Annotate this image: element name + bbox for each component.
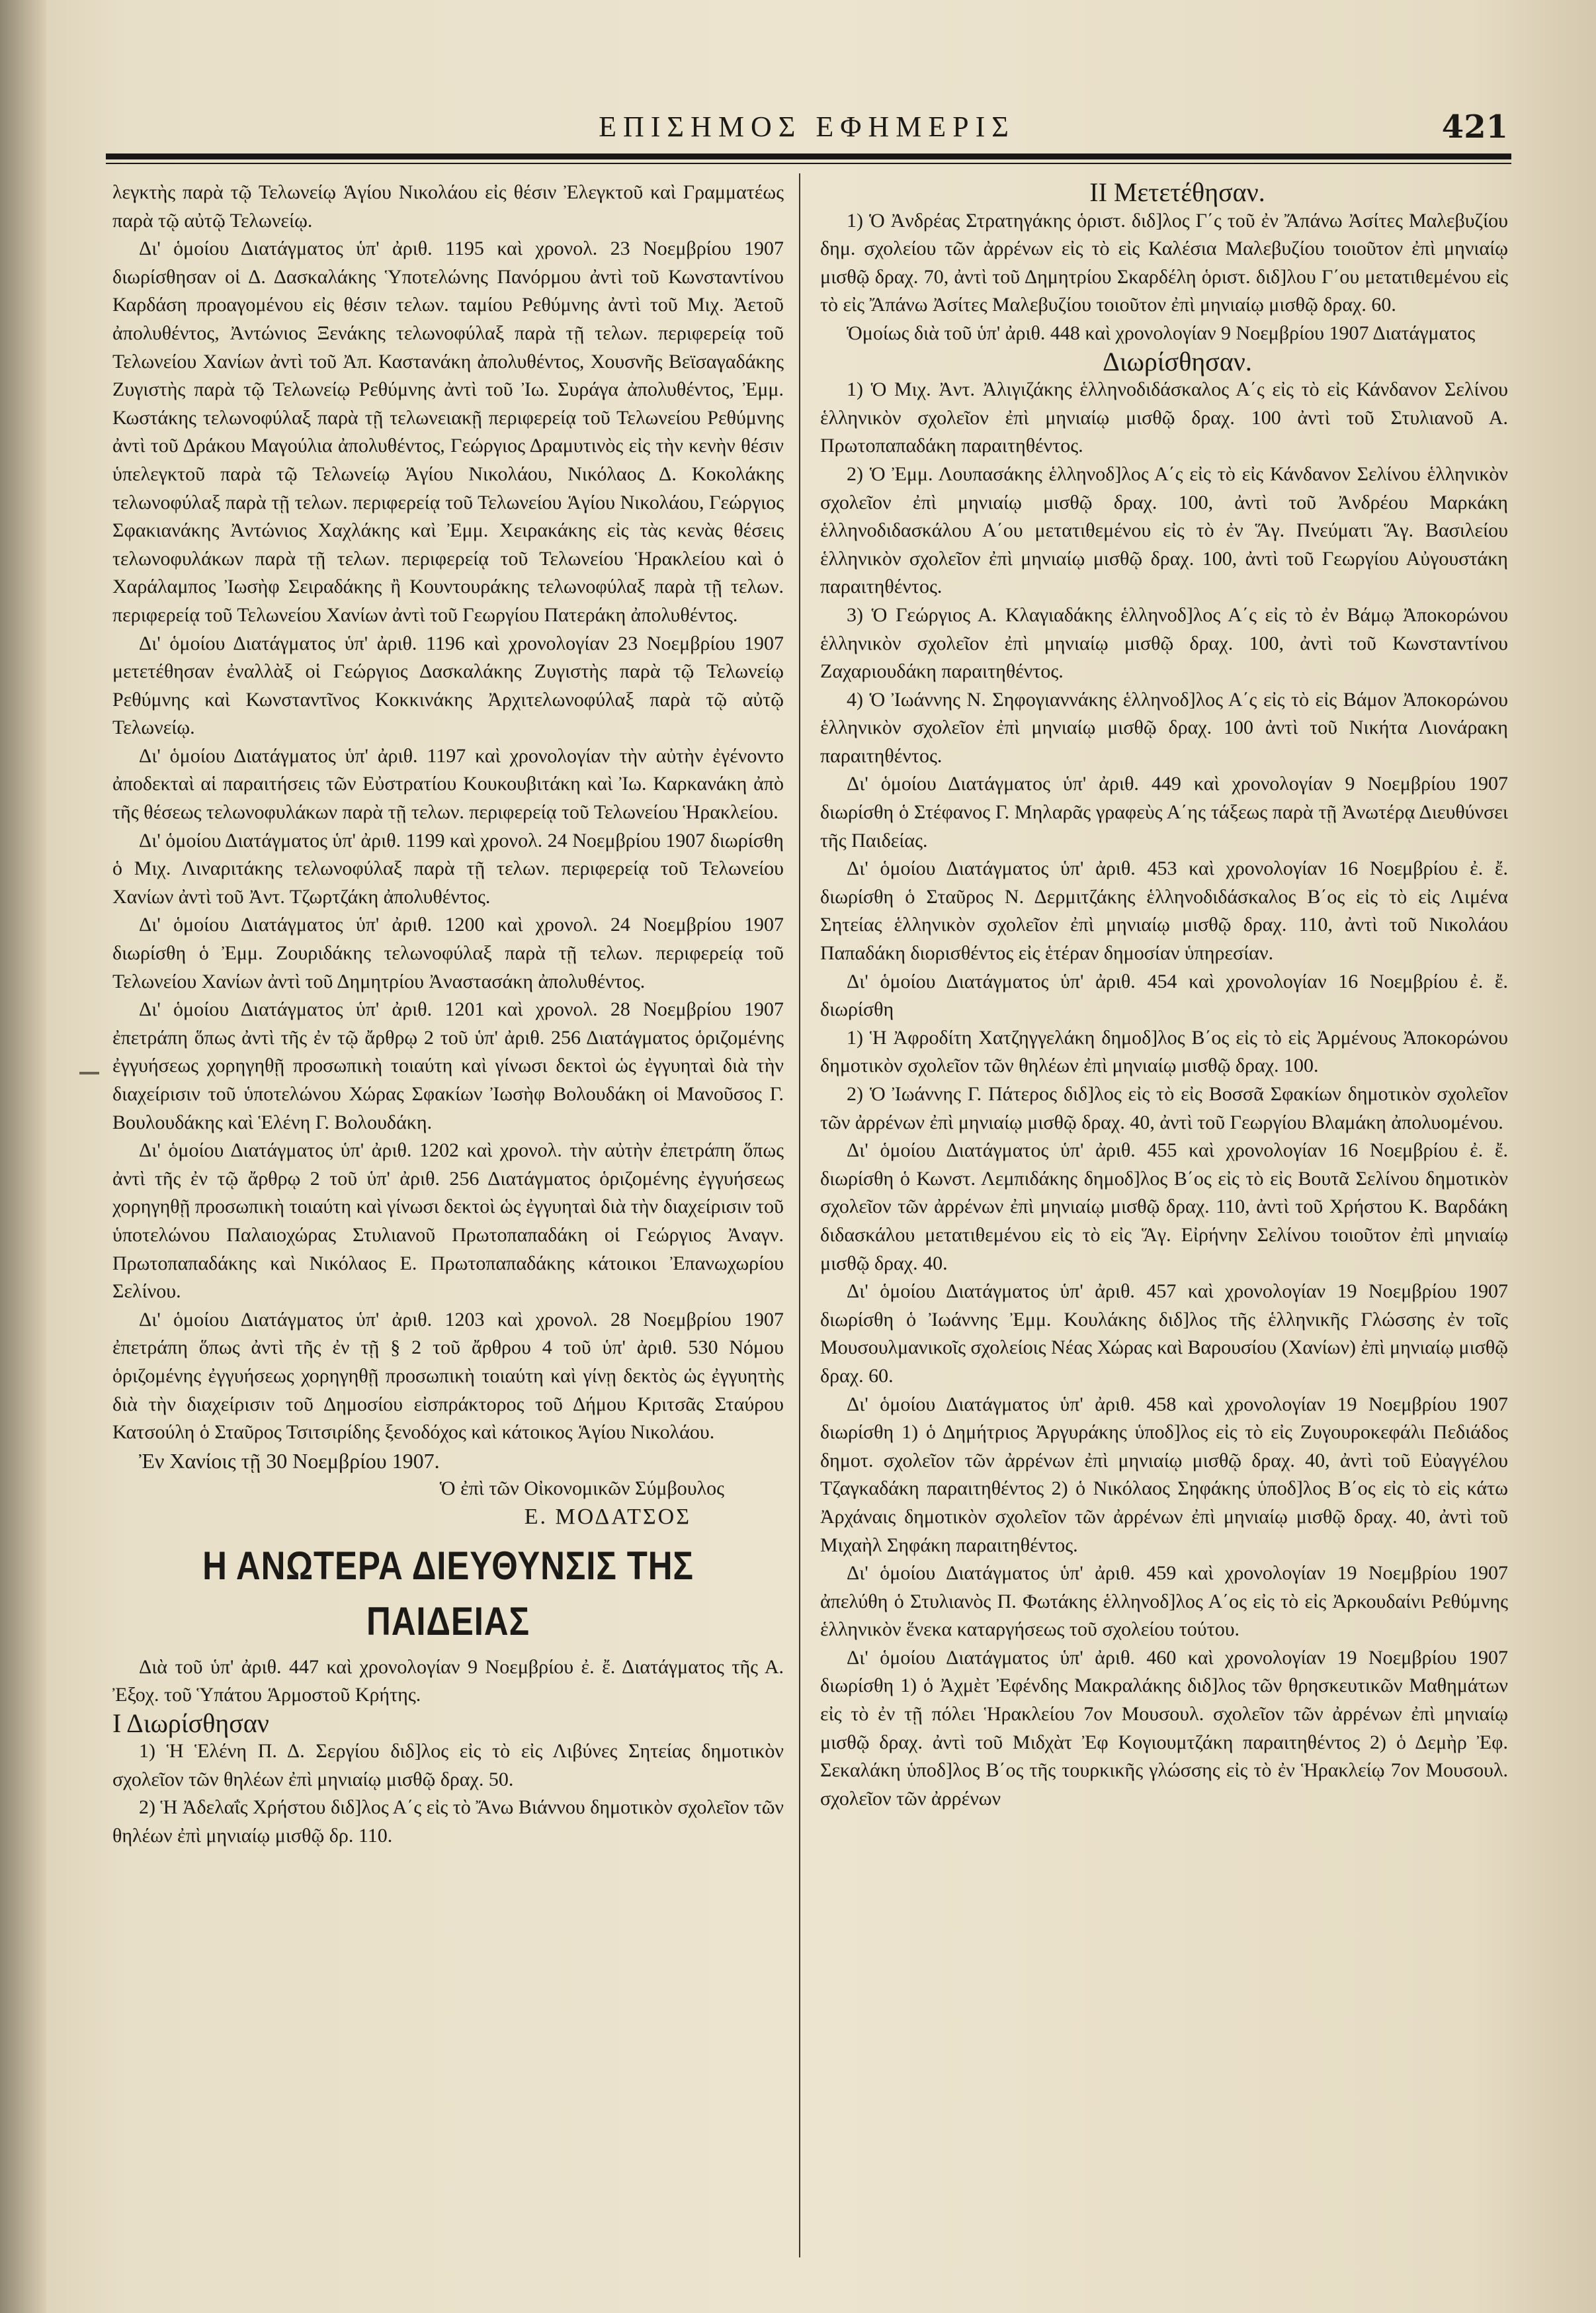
section-intro: Διὰ τοῦ ὑπ' ἀριθ. 447 καὶ χρονολογίαν 9 Νοεμβρίου ἐ. ἔ. Διατάγματος τῆς Α. Ἐξοχ. τοῦ Ὑπάτου Ἁρμοστοῦ Κρήτης. [112, 1655, 784, 1706]
left-column [112, 179, 784, 1851]
page-header [106, 106, 1508, 152]
paragraph: Δι' ὁμοίου Διατάγματος ὑπ' ἀριθ. 455 καὶ χρονολογίαν 16 Νοεμβρίου ἐ. ἔ. διωρίσθη ὁ Κωνστ. Λεμπιδάκης δημοδ]λος Β΄ος εἰς τὸ εἰς Βουτᾶ Σελίνου δημοτικὸν σχολεῖον τῶν ἀρρένων ἐπὶ μηνιαίῳ μισθῷ δραχ. 110, ἀντὶ τοῦ Χρήστου Κ. Βαρδάκη διδασκάλου μετατιθεμένου εἰς τὸ εἰς Ἅγ. Εἰρήνην Σελίνου τοιοῦτον ἐπὶ μηνιαίῳ μισθῷ δραχ. 40. [820, 1139, 1508, 1274]
paragraph: Δι' ὁμοίου Διατάγματος ὑπ' ἀριθ. 1200 καὶ χρονολ. 24 Νοεμβρίου 1907 διωρίσθη ὁ Ἐμμ. Ζουριδάκης τελωνοφύλαξ παρὰ τῇ τελων. περιφερείᾳ τοῦ Τελωνείου Χανίων ἀντὶ τοῦ Δημητρίου Ἀναστασάκη ἀπολυθέντος. [112, 914, 784, 992]
paragraph: Δι' ὁμοίου Διατάγματος ὑπ' ἀριθ. 460 καὶ χρονολογίαν 19 Νοεμβρίου 1907 διωρίσθη 1) ὁ Ἀχμὲτ Ἐφένδης Μακραλάκης διδ]λος τῶν θρησκευτικῶν Μαθημάτων εἰς τὸ ἐν τῇ πόλει Ἡρακλείου 7ον Μουσουλ. σχολεῖον τῶν ἀρρένων ἐπὶ μηνιαίῳ μισθῷ δραχ. ἀντὶ τοῦ Μιδχὰτ Ἐφ Κογιουμτζάκη παραιτηθέντος 2) ὁ Δεμὴρ Ἐφ. Σεκαλάκη ὑποδ]λος Β΄ος τῆς τουρκικῆς γλώσσης εἰς τὸ ἐν Ἡρακλείῳ 7ον Μουσουλ. σχολεῖον τῶν ἀρρένων [820, 1646, 1508, 1810]
list-item: 1) Ἡ Ἑλένη Π. Δ. Σεργίου διδ]λος εἰς τὸ εἰς Λιβύνες Σητείας δημοτικὸν σχολεῖον τῶν θηλέων ἐπὶ μηνιαίῳ μισθῷ δραχ. 50. [112, 1740, 784, 1790]
header-rule-thin [106, 163, 1511, 164]
paragraph: Δι' ὁμοίου Διατάγματος ὑπ' ἀριθ. 459 καὶ χρονολογίαν 19 Νοεμβρίου 1907 ἀπελύθη ὁ Στυλιανὸς Π. Φωτάκης ἑλληνοδ]λος Α΄ος εἰς τὸ εἰς Ἀρκουδαίνι Ρεθύμνης ἑλληνικὸν ἕνεκα καταργήσεως τοῦ σχολείου τούτου. [820, 1562, 1508, 1641]
header-rule-thick [106, 153, 1511, 159]
subsection-heading: ΙΙ Μετετέθησαν. [1089, 177, 1265, 207]
newspaper-title: ΕΠΙΣΗΜΟΣ ΕΦΗΜΕΡΙΣ [599, 110, 1015, 143]
paragraph: Δι' ὁμοίου Διατάγματος ὑπ' ἀριθ. 453 καὶ χρονολογίαν 16 Νοεμβρίου ἐ. ἔ. διωρίσθη ὁ Σταῦρος Ν. Δερμιτζάκης ἑλληνοδιδάσκαλος Β΄ος εἰς τὸ εἰς Λιμένα Σητείας ἑλληνικὸν σχολεῖον ἐπὶ μηνιαίῳ μισθῷ δραχ. 110, ἀντὶ τοῦ Νικολάου Παπαδάκη διορισθέντος εἰς ἑτέραν δημοσίαν ὑπηρεσίαν. [820, 857, 1508, 965]
paragraph: Δι' ὁμοίου Διατάγματος ὑπ' ἀριθ. 1199 καὶ χρονολ. 24 Νοεμβρίου 1907 διωρίσθη ὁ Μιχ. Λιναριτάκης τελωνοφύλαξ παρὰ τῇ τελων. περιφερείᾳ τοῦ Τελωνείου Χανίων ἀντὶ τοῦ Ἀντ. Τζωρτζάκη ἀπολυθέντος. [112, 829, 784, 908]
dateline: Ἐν Χανίοις τῇ 30 Νοεμβρίου 1907. [139, 1448, 440, 1473]
right-column [820, 179, 1508, 1813]
list-item: 1) Ὁ Μιχ. Ἀντ. Ἀλιγιζάκης ἑλληνοδιδάσκαλος Α΄ς εἰς τὸ εἰς Κάνδανον Σελίνου ἑλληνικὸν σχολεῖον ἐπὶ μηνιαίῳ μισθῷ δραχ. 100 ἀντὶ τοῦ Στυλιανοῦ Α. Πρωτοπαπαδάκη παραιτηθέντος. [820, 378, 1508, 457]
list-item: 1) Ὁ Ἀνδρέας Στρατηγάκης ὁριστ. διδ]λος Γ΄ς τοῦ ἐν Ἄπάνω Ἀσίτες Μαλεβυζίου δημ. σχολείου τῶν ἀρρένων εἰς τὸ εἰς Καλέσια Μαλεβυζίου τοιοῦτον ἐπὶ μηνιαίῳ μισθῷ δραχ. 70, ἀντὶ τοῦ Δημητρίου Σκαρδέλη ὁριστ. διδ]λου Γ΄ου μετατιθεμένου εἰς τὸ εἰς Ἄπάνω Ἀσίτες Μαλεβυζίου τοιοῦτον ἐπὶ μηνιαίῳ μισθῷ δραχ. 60. [820, 209, 1508, 316]
column-divider [799, 173, 800, 2257]
paragraph: Δι' ὁμοίου Διατάγματος ὑπ' ἀριθ. 457 καὶ χρονολογίαν 19 Νοεμβρίου 1907 διωρίσθη ὁ Ἰωάννης Ἐμμ. Κουλάκης διδ]λος τῆς ἑλληνικῆς Γλώσσης ἐν τοῖς Μουσουλμανικοῖς σχολείοις Νέας Χώρας καὶ Βαρουσίου (Χανίων) ἐπὶ μηνιαίῳ μισθῷ δραχ. 60. [820, 1280, 1508, 1387]
subsection-heading: Ι Διωρίσθησαν [112, 1708, 269, 1738]
subsection-heading: Διωρίσθησαν. [1103, 346, 1252, 376]
paragraph: Δι' ὁμοίου Διατάγματος ὑπ' ἀριθ. 458 καὶ χρονολογίαν 19 Νοεμβρίου 1907 διωρίσθη 1) ὁ Δημήτριος Ἀργυράκης ὑποδ]λος εἰς τὸ εἰς Ζυγουροκεφάλι Πεδιάδος δημοτ. σχολεῖον τῶν ἀρρένων ἐπὶ μηνιαίῳ μισθῷ δραχ. 40, ἀντὶ τοῦ Εὐαγγέλου Τζαγκαδάκη παραιτηθέντος 2) ὁ Νικόλαος Σηφάκης ὑποδ]λος Β΄ος εἰς τὸ εἰς κάτω Ἀρχάναις δημοτικὸν σχολεῖον τῶν ἀρρένων ἐπὶ μηνιαίῳ μισθῷ δραχ. 40, ἀντὶ τοῦ Μιχαὴλ Σηφάκη παραιτηθέντος. [820, 1393, 1508, 1556]
list-item: 1) Ἡ Ἀφροδίτη Χατζηγγελάκη δημοδ]λος Β΄ος εἰς τὸ εἰς Ἀρμένους Ἀποκορώνου δημοτικὸν σχολεῖον τῶν θηλέων ἐπὶ μηνιαίῳ μισθῷ δραχ. 100. [820, 1026, 1508, 1077]
paragraph: Δι' ὁμοίου Διατάγματος ὑπ' ἀριθ. 449 καὶ χρονολογίαν 9 Νοεμβρίου 1907 διωρίσθη ὁ Στέφανος Γ. Μηλαρᾶς γραφεὺς Α΄ης τάξεως παρὰ τῇ Ἀνωτέρᾳ Διευθύνσει τῆς Παιδείας. [820, 773, 1508, 851]
paragraph: Δι' ὁμοίου Διατάγματος ὑπ' ἀριθ. 454 καὶ χρονολογίαν 16 Νοεμβρίου ἐ. ἔ. διωρίσθη [820, 970, 1508, 1021]
paragraph: Ὁμοίως διὰ τοῦ ὑπ' ἀριθ. 448 καὶ χρονολογίαν 9 Νοεμβρίου 1907 Διατάγματος [847, 322, 1476, 344]
paragraph: Δι' ὁμοίου Διατάγματος ὑπ' ἀριθ. 1203 καὶ χρονολ. 28 Νοεμβρίου 1907 ἐπετράπη ὅπως ἀντὶ τῆς ἐν τῇ § 2 τοῦ ἄρθρου 4 τοῦ ὑπ' ἀριθ. 530 Νόμου ὁριζομένης ἐγγυήσεως χορηγηθῇ προσωπικὴ τοιαύτη καὶ γίνῃ δεκτὸς ὡς ἐγγυητὴς διὰ τὴν διαχείρισιν τοῦ Δημοσίου εἰσπράκτορος τοῦ Δήμου Κριτσᾶς Σταύρου Κατσούλη ὁ Σταῦρος Τσιτσιρίδης ξενοδόχος καὶ κάτοικος Ἁγίου Νικολάου. [112, 1308, 784, 1444]
page-number: 421 [1441, 109, 1508, 146]
paragraph: Δι' ὁμοίου Διατάγματος ὑπ' ἀριθ. 1195 καὶ χρονολ. 23 Νοεμβρίου 1907 διωρίσθησαν οἱ Δ. Δασκαλάκης Ὑποτελώνης Πανόρμου ἀντὶ τοῦ Κωνσταντίνου Καρδάση προαγομένου εἰς θέσιν τελων. ταμίου Ρεθύμνης ἀντὶ τοῦ Μιχ. Ἀετοῦ ἀπολυθέντος, Ἀντώνιος Ξενάκης τελωνοφύλαξ παρὰ τῇ τελων. περιφερείᾳ τοῦ Τελωνείου Χανίων ἀντὶ τοῦ Ἀπ. Καστανάκη ἀπολυθέντος, Χουσνῆς Βεϊσαγαδάκης Ζυγιστὴς παρὰ τῷ Τελωνείῳ Ρεθύμνης ἀντὶ τοῦ Ἰω. Συράγα ἀπολυθέντος, Ἐμμ. Κωστάκης τελωνοφύλαξ παρὰ τῇ τελωνειακῇ περιφερείᾳ τοῦ Τελωνείου Ρεθύμνης ἀντὶ τοῦ Δράκου Μαγούλια ἀπολυθέντος, Γεώργιος Δραμυτινὸς εἰς τὴν κενὴν θέσιν ὑπελεγκτοῦ παρὰ τῷ Τελωνείῳ Ἁγίου Νικολάου, Νικόλαος Δ. Κοκολάκης τελωνοφύλαξ παρὰ τῇ τελων. περιφερείᾳ τοῦ Τελωνείου Ἁγίου Νικολάου, Γεώργιος Σφακιανάκης Ἀντώνιος Χαχλάκης καὶ Ἐμμ. Χειρακάκης εἰς τὰς κενὰς θέσεις τελωνοφυλάκων παρὰ τῇ τελων. περιφερείᾳ τοῦ Τελωνείου Ἡρακλείου καὶ ὁ Χαράλαμπος Ἰωσὴφ Σειραδάκης ἢ Κουντουράκης τελωνοφύλαξ παρὰ τῇ τελων. περιφερείᾳ τοῦ Τελωνείου Χανίων ἀντὶ τοῦ Γεωργίου Πατεράκη ἀπολυθέντος. [112, 238, 784, 626]
list-item: 4) Ὁ Ἰωάννης Ν. Σηφογιαννάκης ἑλληνοδ]λος Α΄ς εἰς τὸ εἰς Βάμον Ἀποκορώνου ἑλληνικὸν σχολεῖον ἐπὶ μηνιαίῳ μισθῷ δραχ. 100 ἀντὶ τοῦ Νικήτα Λιονάρακη παραιτηθέντος. [820, 688, 1508, 767]
section-title: Η ΑΝΩΤΕΡΑ ΔΙΕΥΘΥΝΣΙΣ ΤΗΣ ΠΑΙΔΕΙΑΣ [202, 1543, 694, 1643]
paragraph: Δι' ὁμοίου Διατάγματος ὑπ' ἀριθ. 1202 καὶ χρονολ. τὴν αὐτὴν ἐπετράπη ὅπως ἀντὶ τῆς ἐν τῷ ἄρθρῳ 2 τοῦ ὑπ' ἀριθ. 256 Διατάγματος ὁριζομένης ἐγγυήσεως χορηγηθῇ προσωπικὴ τοιαύτη καὶ γίνωσι δεκτοὶ ὡς ἐγγυηταὶ διὰ τὴν διαχείρισιν τοῦ ὑποτελώνου Παλαιοχώρας Στυλιανοῦ Πρωτοπαπαδάκη οἱ Γεώργιος Ἀναγν. Πρωτοπαπαδάκης καὶ Νικόλαος Ε. Πρωτοπαπαδάκης κάτοικοι Ἐπανωχωρίου Σελίνου. [112, 1139, 784, 1303]
paragraph: λεγκτὴς παρὰ τῷ Τελωνείῳ Ἁγίου Νικολάου εἰς θέσιν Ἐλεγκτοῦ καὶ Γραμματέως παρὰ τῷ αὐτῷ Τελωνείῳ. [112, 181, 784, 232]
binding-gutter [0, 0, 46, 2313]
paragraph: Δι' ὁμοίου Διατάγματος ὑπ' ἀριθ. 1197 καὶ χρονολογίαν τὴν αὐτὴν ἐγένοντο ἀποδεκταὶ αἱ παραιτήσεις τῶν Εὐστρατίου Κουκουβιτάκη καὶ Ἰω. Καρκανάκη ἀπὸ τῆς θέσεως τελωνοφυλάκων παρὰ τῇ τελων. περιφερείᾳ τοῦ Τελωνείου Ἡρακλείου. [112, 744, 784, 824]
list-item: 2) Ἡ Ἀδελαΐς Χρήστου διδ]λος Α΄ς εἰς τὸ Ἄνω Βιάννου δημοτικὸν σχολεῖον τῶν θηλέων ἐπὶ μηνιαίῳ μισθῷ δρ. 110. [112, 1796, 784, 1847]
signature-title: Ὁ ἐπὶ τῶν Οἰκονομικῶν Σύμβουλος [439, 1477, 724, 1500]
signature-name: Ε. ΜΟΔΑΤΣΟΣ [524, 1504, 691, 1529]
margin-mark [79, 1072, 99, 1074]
list-item: 2) Ὁ Ἰωάννης Γ. Πάτερος διδ]λος εἰς τὸ εἰς Βοσσᾶ Σφακίων δημοτικὸν σχολεῖον τῶν ἀρρένων ἐπὶ μηνιαίῳ μισθῷ δραχ. 40, ἀντὶ τοῦ Γεωργίου Βλαμάκη ἀπολυομένου. [820, 1083, 1508, 1133]
list-item: 3) Ὁ Γεώργιος Α. Κλαγιαδάκης ἑλληνοδ]λος Α΄ς εἰς τὸ ἐν Βάμῳ Ἀποκορώνου ἑλληνικὸν σχολεῖον ἐπὶ μηνιαίῳ μισθῷ δραχ. 100, ἀντὶ τοῦ Κωνσταντίνου Ζαχαριουδάκη παραιτηθέντος. [820, 603, 1508, 683]
paragraph: Δι' ὁμοίου Διατάγματος ὑπ' ἀριθ. 1196 καὶ χρονολογίαν 23 Νοεμβρίου 1907 μετετέθησαν ἐναλλὰξ οἱ Γεώργιος Δασκαλάκης Ζυγιστὴς παρὰ τῷ Τελωνείῳ Ρεθύμνης καὶ Κωνσταντῖνος Κοκκινάκης Ἀρχιτελωνοφύλαξ παρὰ τῷ αὐτῷ Τελωνείῳ. [112, 632, 784, 739]
paragraph: Δι' ὁμοίου Διατάγματος ὑπ' ἀριθ. 1201 καὶ χρονολ. 28 Νοεμβρίου 1907 ἐπετράπη ὅπως ἀντὶ τῆς ἐν τῷ ἄρθρῳ 2 τοῦ ὑπ' ἀριθ. 256 Διατάγματος ὁριζομένης ἐγγυήσεως χορηγηθῇ προσωπικὴ τοιαύτη καὶ γίνωσι δεκτοὶ ὡς ἐγγυηταὶ διὰ τὴν διαχείρισιν τοῦ ὑποτελώνου Χώρας Σφακίων Ἰωσὴφ Βολουδάκη οἱ Μανοῦσος Γ. Βουλουδάκης καὶ Ἑλένη Γ. Βολουδάκη. [112, 998, 784, 1133]
list-item: 2) Ὁ Ἐμμ. Λουπασάκης ἑλληνοδ]λος Α΄ς εἰς τὸ εἰς Κάνδανον Σελίνου ἑλληνικὸν σχολεῖον ἐπὶ μηνιαίῳ μισθῷ δραχ. 100, ἀντὶ τοῦ Ἀνδρέου Μαρκάκη ἑλληνοδιδασκάλου Α΄ου μετατιθεμένου εἰς τὸ ἐν Ἅγ. Πνεύματι Ἅγ. Βασιλείου ἑλληνικὸν σχολεῖον ἐπὶ μηνιαίῳ μισθῷ δραχ. 100, ἀντὶ τοῦ Γεωργίου Αὐγουστάκη παραιτηθέντος. [820, 462, 1508, 598]
